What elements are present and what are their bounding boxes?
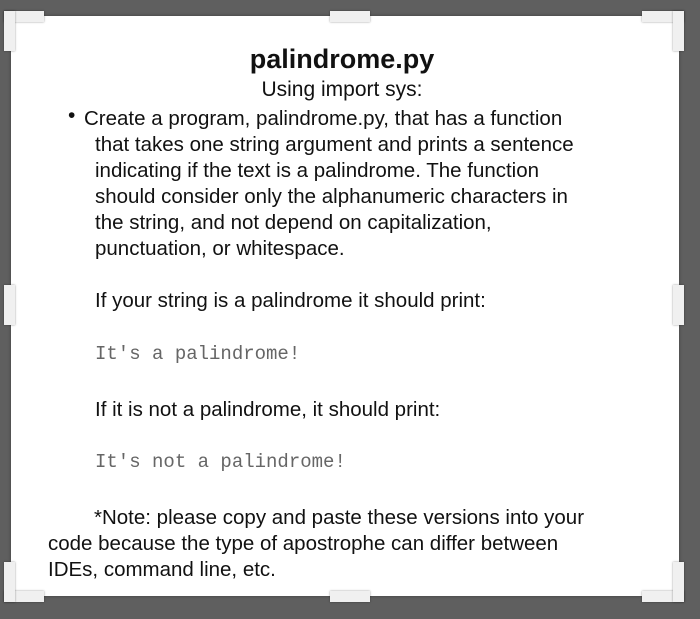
palindrome-prompt: If your string is a palindrome it should print: xyxy=(95,289,486,312)
crop-handle-bottom-right-vertical[interactable] xyxy=(673,562,684,602)
crop-handle-left-middle[interactable] xyxy=(4,285,15,325)
instructions-paragraph xyxy=(84,106,644,262)
palindrome-output-code: It's a palindrome! xyxy=(95,343,301,365)
document-title: palindrome.py xyxy=(249,44,435,74)
crop-handle-bottom-left-vertical[interactable] xyxy=(4,562,15,602)
not-palindrome-output-code: It's not a palindrome! xyxy=(95,451,346,473)
note-line: *Note: please copy and paste these versions into your xyxy=(94,506,585,529)
paragraph-line: punctuation, or whitespace. xyxy=(95,237,345,260)
crop-handle-bottom-middle[interactable] xyxy=(330,591,370,602)
note-paragraph xyxy=(48,505,658,583)
crop-handle-top-middle[interactable] xyxy=(330,11,370,22)
paragraph-line: should consider only the alphanumeric characters in xyxy=(95,185,568,208)
paragraph-line: indicating if the text is a palindrome. The function xyxy=(95,159,540,182)
document-subtitle: Using import sys: xyxy=(261,78,423,101)
note-line: code because the type of apostrophe can differ between xyxy=(48,532,559,555)
not-palindrome-prompt: If it is not a palindrome, it should print: xyxy=(95,398,441,421)
bullet-marker: • xyxy=(68,104,76,127)
paragraph-line: Create a program, palindrome.py, that has a function xyxy=(84,107,563,130)
note-line: IDEs, command line, etc. xyxy=(48,558,276,581)
paragraph-line: that takes one string argument and prints a sentence xyxy=(95,133,574,156)
paragraph-line: the string, and not depend on capitalization, xyxy=(95,211,492,234)
crop-handle-right-middle[interactable] xyxy=(673,285,684,325)
